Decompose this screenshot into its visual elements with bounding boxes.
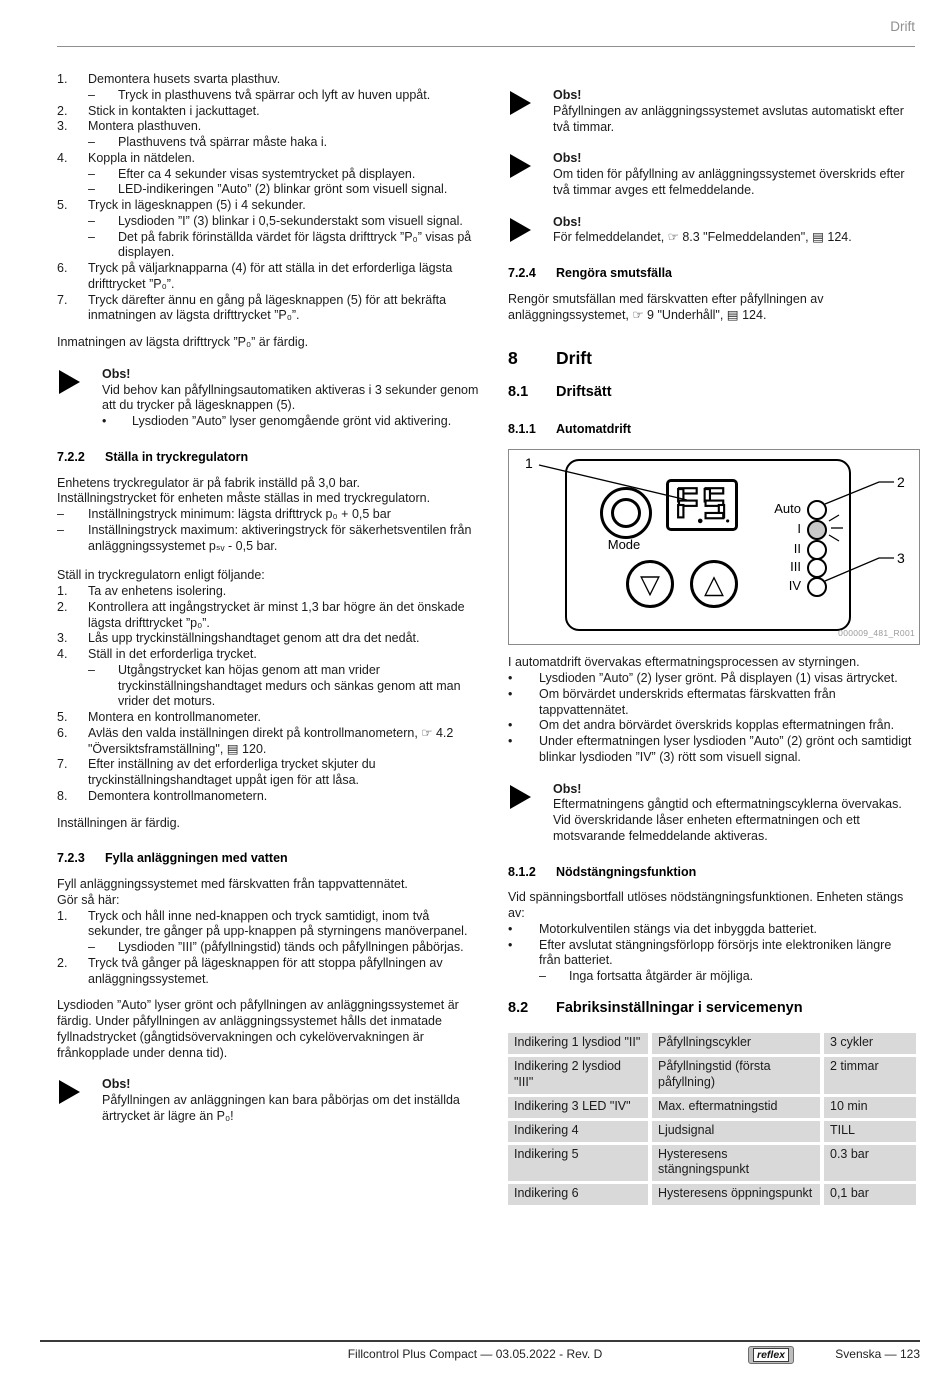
list-marker: 2. bbox=[57, 599, 68, 614]
list-marker: • bbox=[508, 671, 513, 686]
list-item bbox=[57, 726, 481, 758]
list-marker: – bbox=[57, 522, 64, 537]
ordered-list bbox=[57, 909, 481, 988]
paragraph-line: Enhetens tryckregulator är på fabrik inställd på 3,0 bar. bbox=[57, 475, 360, 490]
table-cell: Indikering 4 bbox=[508, 1121, 648, 1142]
list-item bbox=[88, 940, 481, 956]
list-item-text: Tryck två gånger på lägesknappen för att stoppa påfyllningen av anläggningssystemet. bbox=[88, 955, 443, 986]
reflex-logo-text: reflex bbox=[753, 1348, 789, 1362]
section-title: Rengöra smutsfälla bbox=[556, 266, 673, 280]
list-marker: 7. bbox=[57, 292, 68, 307]
table-cell: 0,1 bar bbox=[824, 1184, 916, 1205]
list-item-body bbox=[88, 261, 481, 293]
callout-1: 1 bbox=[525, 455, 533, 472]
paragraph-line: Fyll anläggningssystemet med färskvatten från tappvattennätet. bbox=[57, 877, 408, 891]
list-item bbox=[57, 119, 481, 151]
control-panel-figure bbox=[508, 449, 920, 645]
table-cell: 3 cykler bbox=[824, 1033, 916, 1054]
list-item-text: Avläs den valda inställningen direkt på kontrollmanometern, ☞ 4.2 "Översiktsframställning", ▤ 120. bbox=[88, 725, 454, 756]
list-item-text: Lysdioden ”Auto” lyser genomgående grönt vid aktivering. bbox=[132, 414, 452, 428]
list-item bbox=[88, 135, 481, 151]
up-button bbox=[690, 560, 738, 608]
note-text: Om tiden för påfyllning av anläggningssystemet överskrids efter två timmar avges ett felmeddelande. bbox=[553, 167, 905, 197]
table-cell: Max. eftermatningstid bbox=[652, 1097, 820, 1118]
list-item bbox=[57, 631, 481, 647]
list-marker: – bbox=[88, 213, 95, 228]
note-text: Vid behov kan påfyllningsautomatiken aktiveras i 3 sekunder genom att du trycker på lägesknappen (5). bbox=[102, 382, 479, 413]
list-item bbox=[508, 922, 916, 938]
table-cell: Påfyllningscykler bbox=[652, 1033, 820, 1054]
list-item bbox=[57, 956, 481, 988]
table-cell: Indikering 5 bbox=[508, 1145, 648, 1182]
list-item-body bbox=[88, 151, 481, 198]
paragraph-line: Vid spänningsbortfall utlöses nödstängningsfunktionen. Enheten stängs av: bbox=[508, 890, 904, 921]
figure-code: 000009_481_R001 bbox=[838, 628, 915, 639]
led-label-4: IV bbox=[788, 578, 801, 594]
bullet-list bbox=[508, 671, 916, 766]
note-triangle-icon bbox=[510, 91, 531, 115]
triangle-up-icon: △ bbox=[704, 569, 724, 600]
list-item-body bbox=[88, 726, 481, 758]
note-text: Påfyllningen av anläggningen kan bara påbörjas om det inställda ärtrycket är lägre än P₀! bbox=[102, 1093, 460, 1123]
footer-page-number: Svenska — 123 bbox=[835, 1347, 920, 1361]
list-item bbox=[57, 293, 481, 325]
section-title: Fabriksinställningar i servicemenyn bbox=[556, 999, 803, 1016]
list-item-text: Demontera kontrollmanometern. bbox=[88, 788, 268, 803]
list-item bbox=[88, 663, 481, 710]
list-marker: 1. bbox=[57, 584, 68, 598]
list-item-text: Tryck därefter ännu en gång på lägesknappen (5) för att bekräfta inmatningen av lägsta drifttrycket ”P₀”. bbox=[88, 292, 447, 323]
list-item-text: Inga fortsatta åtgärder är möjliga. bbox=[569, 969, 754, 984]
section-number: 8.1 bbox=[508, 384, 529, 401]
list-item bbox=[508, 687, 916, 719]
section-heading bbox=[508, 422, 916, 438]
note-triangle-icon bbox=[510, 154, 531, 178]
list-marker: • bbox=[508, 718, 513, 733]
paragraph-line: Ställ in tryckregulatorn enligt följande: bbox=[57, 568, 265, 583]
section-heading bbox=[508, 865, 916, 881]
decimal-point-icon bbox=[726, 520, 729, 523]
paragraph-line: Inställningen är färdig. bbox=[57, 815, 180, 830]
right-column bbox=[508, 72, 916, 1205]
list-item-text: Lysdioden ”III” (påfyllningstid) tänds och påfyllningen påbörjas. bbox=[118, 940, 464, 954]
note-body bbox=[102, 367, 481, 430]
list-item-text: Om det andra börvärdet överskrids kopplas eftermatningen från. bbox=[539, 718, 895, 733]
list-marker: 2. bbox=[57, 955, 68, 970]
list-item bbox=[57, 757, 481, 789]
list-marker: 2. bbox=[57, 103, 68, 118]
list-item-text: Inställningstryck maximum: aktiveringstryck för säkerhetsventilen från anläggningssystemet pₛᵥ - 0,5 bar. bbox=[88, 522, 472, 553]
list-item-body bbox=[118, 88, 481, 104]
list-item-body bbox=[118, 663, 481, 710]
decimal-point-icon bbox=[698, 519, 703, 524]
list-marker: – bbox=[88, 662, 95, 677]
table-cell: Indikering 6 bbox=[508, 1184, 648, 1205]
led-label-auto: Auto bbox=[774, 501, 801, 517]
right-column-bottom bbox=[508, 655, 916, 1205]
paragraph bbox=[508, 890, 916, 922]
list-marker: 4. bbox=[57, 150, 68, 165]
note bbox=[508, 151, 916, 198]
list-item-text: Ställ in det erforderliga trycket. bbox=[88, 647, 257, 661]
list-item-body bbox=[88, 631, 481, 647]
list-marker: • bbox=[508, 937, 513, 952]
list-item-body bbox=[88, 507, 481, 523]
list-item bbox=[57, 584, 481, 600]
list-item bbox=[88, 88, 481, 104]
list-item-text: Koppla in nätdelen. bbox=[88, 150, 196, 165]
note-text: Eftermatningens gångtid och eftermatningscyklerna övervakas. Vid överskridande låser enheten eftermatningen och ett motsvarande felmeddelande aktiveras. bbox=[553, 797, 902, 843]
list-item bbox=[57, 909, 481, 956]
list-item-text: Montera en kontrollmanometer. bbox=[88, 710, 262, 724]
down-button bbox=[626, 560, 674, 608]
note-icon-column bbox=[57, 1077, 102, 1124]
list-marker: 1. bbox=[57, 72, 68, 86]
led-label-3: III bbox=[790, 559, 801, 575]
paragraph bbox=[508, 655, 916, 671]
note-body bbox=[553, 151, 916, 198]
table-cell: 10 min bbox=[824, 1097, 916, 1118]
section-number: 7.2.3 bbox=[57, 851, 85, 866]
note-body bbox=[553, 782, 916, 845]
list-marker: 6. bbox=[57, 725, 68, 740]
list-item-text: Under eftermatningen lyser lysdioden ”Auto” (2) grönt och samtidigt blinkar lysdioden ”IV” (3) rött som visuell signal. bbox=[539, 734, 912, 764]
list-marker: 1. bbox=[57, 908, 68, 923]
table-cell: Indikering 2 lysdiod "III" bbox=[508, 1057, 648, 1094]
list-item-body bbox=[88, 757, 481, 789]
list-marker: • bbox=[102, 414, 107, 428]
page-content bbox=[57, 72, 916, 1205]
list-item-text: Lås upp tryckinställningshandtaget genom att dra det nedåt. bbox=[88, 631, 420, 646]
list-item-text: Utgångstrycket kan höjas genom att man vrider tryckinställningshandtaget medurs och sänkas genom att man vrider det moturs. bbox=[118, 662, 461, 709]
note bbox=[508, 88, 916, 135]
section-number: 7.2.2 bbox=[57, 449, 85, 464]
right-column-top bbox=[508, 88, 916, 437]
section-number: 8.1.2 bbox=[508, 864, 536, 879]
list-item-text: Lysdioden ”I” (3) blinkar i 0,5-sekunderstakt som visuell signal. bbox=[118, 213, 463, 228]
list-marker: 3. bbox=[57, 631, 68, 646]
list-item-body bbox=[539, 671, 916, 687]
triangle-down-icon: ▽ bbox=[640, 569, 660, 600]
section-title: Nödstängningsfunktion bbox=[556, 864, 697, 879]
section-heading bbox=[508, 347, 916, 369]
note-icon-column bbox=[508, 215, 553, 247]
list-item-body bbox=[88, 584, 481, 600]
list-item-body bbox=[88, 198, 481, 261]
list-item-body bbox=[539, 734, 916, 766]
list-item bbox=[57, 507, 481, 523]
ordered-list bbox=[57, 72, 481, 324]
note-title: Obs! bbox=[102, 1077, 131, 1092]
list-item-body bbox=[118, 182, 481, 198]
note-body bbox=[553, 88, 916, 135]
list-marker: 3. bbox=[57, 119, 68, 134]
left-column bbox=[57, 72, 481, 1205]
note-icon-column bbox=[57, 367, 102, 430]
pressure-display bbox=[666, 479, 738, 531]
ordered-list bbox=[57, 584, 481, 805]
list-item-body bbox=[539, 687, 916, 719]
list-item-text: Lysdioden ”Auto” (2) lyser grönt. På displayen (1) visas ärtrycket. bbox=[539, 671, 898, 686]
list-item-body bbox=[88, 909, 481, 956]
paragraph bbox=[57, 816, 481, 832]
paragraph-line: Inmatningen av lägsta drifttryck ”P₀” är färdig. bbox=[57, 335, 309, 349]
list-item-body bbox=[132, 414, 481, 430]
note-title: Obs! bbox=[553, 88, 582, 102]
mode-label: Mode bbox=[607, 537, 641, 553]
list-item-body bbox=[88, 119, 481, 151]
section-title: Fylla anläggningen med vatten bbox=[105, 851, 288, 866]
list-item bbox=[508, 671, 916, 687]
list-marker: – bbox=[88, 87, 95, 102]
section-heading bbox=[508, 266, 916, 282]
list-item-text: Tryck in lägesknappen (5) i 4 sekunder. bbox=[88, 198, 306, 212]
list-marker: – bbox=[88, 940, 95, 954]
header-rule bbox=[57, 46, 915, 47]
list-marker: • bbox=[508, 734, 513, 749]
list-item-body bbox=[88, 789, 481, 805]
spacer bbox=[57, 805, 481, 816]
table-cell: Ljudsignal bbox=[652, 1121, 820, 1142]
seven-segment-display-icon bbox=[669, 482, 735, 528]
note bbox=[508, 215, 916, 247]
paragraph-line: Gör så här: bbox=[57, 892, 120, 907]
list-item bbox=[57, 72, 481, 104]
paragraph bbox=[57, 998, 481, 1061]
paragraph-line: Rengör smutsfällan med färskvatten efter påfyllningen av anläggningssystemet, ☞ 9 "Underhåll", ▤ 124. bbox=[508, 291, 824, 322]
note bbox=[57, 1077, 481, 1124]
callout-3: 3 bbox=[897, 550, 905, 567]
list-item bbox=[57, 647, 481, 710]
list-marker: – bbox=[88, 182, 95, 197]
list-item bbox=[508, 718, 916, 734]
list-marker: 5. bbox=[57, 710, 68, 724]
paragraph-line: Lysdioden ”Auto” lyser grönt och påfyllningen av anläggningssystemet är färdig. Under påfyllningen av anläggningssystemet hålls det inmatade fyllnadstrycket (gångtidsövervakningen och cykelövervakningen är frånkopplade under denna tid). bbox=[57, 998, 459, 1060]
led-label-2: II bbox=[793, 541, 801, 557]
settings-table bbox=[508, 1033, 916, 1205]
note-text: Påfyllningen av anläggningssystemet avslutas automatiskt efter två timmar. bbox=[553, 103, 904, 134]
note-title: Obs! bbox=[553, 151, 582, 166]
list-item-text: Plasthuvens två spärrar måste haka i. bbox=[118, 135, 328, 149]
list-item bbox=[508, 938, 916, 985]
list-item-text: Motorkulventilen stängs via det inbyggda batteriet. bbox=[539, 921, 817, 936]
note-text: För felmeddelandet, ☞ 8.3 "Felmeddelanden", ▤ 124. bbox=[553, 230, 852, 245]
paragraph bbox=[57, 568, 481, 584]
list-item-body bbox=[88, 104, 481, 120]
list-marker: • bbox=[508, 686, 513, 701]
table-cell: 2 timmar bbox=[824, 1057, 916, 1094]
list-item bbox=[57, 104, 481, 120]
note bbox=[57, 367, 481, 430]
list-item-body bbox=[539, 922, 916, 938]
paragraph bbox=[508, 292, 916, 324]
bullet-list bbox=[57, 507, 481, 554]
list-marker: 5. bbox=[57, 198, 68, 212]
note-triangle-icon bbox=[59, 1080, 80, 1104]
section-number: 8.2 bbox=[508, 999, 529, 1016]
list-marker: – bbox=[88, 135, 95, 149]
list-item-text: Efter ca 4 sekunder visas systemtrycket på displayen. bbox=[118, 166, 416, 181]
footer-document-info: Fillcontrol Plus Compact — 03.05.2022 - Rev. D bbox=[347, 1347, 603, 1361]
spacer bbox=[57, 554, 481, 568]
note-triangle-icon bbox=[59, 370, 80, 394]
list-item-text: Stick in kontakten i jackuttaget. bbox=[88, 103, 260, 118]
list-item-text: Tryck på väljarknapparna (4) för att ställa in det erforderliga lägsta drifttrycket ”P₀”. bbox=[88, 261, 453, 291]
paragraph bbox=[57, 476, 481, 508]
list-item bbox=[57, 789, 481, 805]
table-cell: Hysteresens stängningspunkt bbox=[652, 1145, 820, 1182]
section-heading bbox=[508, 383, 916, 401]
note-triangle-icon bbox=[510, 785, 531, 809]
list-marker: – bbox=[88, 229, 95, 244]
paragraph-line: I automatdrift övervakas eftermatningsprocessen av styrningen. bbox=[508, 655, 860, 670]
note-body bbox=[102, 1077, 481, 1124]
spacer bbox=[57, 324, 481, 335]
section-number: 8.1.1 bbox=[508, 421, 536, 436]
list-item-body bbox=[118, 230, 481, 262]
list-item-body bbox=[118, 940, 481, 956]
list-item-body bbox=[539, 938, 916, 985]
reflex-logo bbox=[748, 1346, 794, 1364]
spacer bbox=[57, 987, 481, 998]
list-item-text: Inställningstryck minimum: lägsta drifttryck p₀ + 0,5 bar bbox=[88, 507, 391, 521]
list-marker: – bbox=[539, 969, 546, 984]
section-heading bbox=[57, 851, 481, 867]
list-item-text: Om börvärdet underskrids eftermatas färskvatten från tappvattennätet. bbox=[539, 686, 836, 717]
table-cell: Indikering 1 lysdiod "II" bbox=[508, 1033, 648, 1054]
paragraph bbox=[57, 877, 481, 909]
note-triangle-icon bbox=[510, 218, 531, 242]
callout-2: 2 bbox=[897, 474, 905, 491]
list-marker: – bbox=[57, 507, 64, 521]
list-item-text: Ta av enhetens isolering. bbox=[88, 584, 227, 598]
list-item-text: Kontrollera att ingångstrycket är minst 1,3 bar högre än det önskade lägsta drifttrycket ”p₀”. bbox=[88, 599, 465, 630]
list-marker: 8. bbox=[57, 788, 68, 803]
list-item bbox=[57, 198, 481, 261]
list-item-body bbox=[88, 710, 481, 726]
section-number: 8 bbox=[508, 348, 518, 369]
list-item-body bbox=[88, 523, 481, 555]
note-icon-column bbox=[508, 782, 553, 845]
list-marker: 6. bbox=[57, 261, 68, 275]
list-item bbox=[57, 523, 481, 555]
list-item bbox=[57, 151, 481, 198]
led-label-1: I bbox=[797, 521, 801, 537]
note-title: Obs! bbox=[553, 214, 582, 229]
note-title: Obs! bbox=[102, 366, 131, 381]
section-title: Driftsätt bbox=[556, 384, 612, 401]
section-number: 7.2.4 bbox=[508, 266, 536, 280]
list-item-text: Tryck och håll inne ned-knappen och tryck samtidigt, inom två sekunder, tre gånger på upp-knappen på styrningens manöverpanel. bbox=[88, 908, 468, 939]
list-item bbox=[102, 414, 481, 430]
bullet-list bbox=[508, 922, 916, 985]
section-heading bbox=[57, 450, 481, 466]
note bbox=[508, 782, 916, 845]
list-item-text: LED-indikeringen ”Auto” (2) blinkar grönt som visuell signal. bbox=[118, 182, 448, 197]
list-item-body bbox=[118, 214, 481, 230]
list-item-text: Efter inställning av det erforderliga trycket skjuter du tryckinställningshandtaget uppåt igen för att låsa. bbox=[88, 757, 376, 787]
note-icon-column bbox=[508, 88, 553, 135]
table-cell: TILL bbox=[824, 1121, 916, 1142]
section-title: Automatdrift bbox=[556, 421, 631, 436]
list-item bbox=[508, 734, 916, 766]
list-item-body bbox=[539, 718, 916, 734]
section-title: Drift bbox=[556, 348, 592, 369]
list-marker: • bbox=[508, 921, 513, 936]
list-item bbox=[57, 600, 481, 632]
list-item bbox=[88, 214, 481, 230]
list-item-text: Det på fabrik förinställda värdet för lägsta drifttryck ”P₀” visas på displayen. bbox=[118, 229, 472, 260]
list-item bbox=[88, 167, 481, 183]
list-item-body bbox=[88, 647, 481, 710]
list-item-text: Demontera husets svarta plasthuv. bbox=[88, 72, 281, 86]
list-item-text: Montera plasthuven. bbox=[88, 119, 202, 134]
list-item-body bbox=[118, 167, 481, 183]
list-item bbox=[88, 182, 481, 198]
footer-rule bbox=[40, 1340, 920, 1342]
list-item-body bbox=[88, 956, 481, 988]
list-item-body bbox=[88, 600, 481, 632]
list-item-body bbox=[569, 969, 916, 985]
page-header-title: Drift bbox=[890, 19, 915, 34]
table-cell: Hysteresens öppningspunkt bbox=[652, 1184, 820, 1205]
list-item-body bbox=[88, 72, 481, 104]
note-icon-column bbox=[508, 151, 553, 198]
list-item bbox=[88, 230, 481, 262]
table-cell: Indikering 3 LED "IV" bbox=[508, 1097, 648, 1118]
list-item bbox=[57, 710, 481, 726]
list-marker: – bbox=[88, 166, 95, 181]
table-cell: Påfyllningstid (första påfyllning) bbox=[652, 1057, 820, 1094]
list-item bbox=[539, 969, 916, 985]
list-item-text: Efter avslutat stängningsförlopp försörjs inte elektroniken längre från batteriet. bbox=[539, 937, 892, 968]
list-item-body bbox=[88, 293, 481, 325]
table-cell: 0.3 bar bbox=[824, 1145, 916, 1182]
section-title: Ställa in tryckregulatorn bbox=[105, 449, 249, 464]
list-item bbox=[57, 261, 481, 293]
paragraph bbox=[57, 335, 481, 351]
section-heading bbox=[508, 999, 916, 1017]
note-title: Obs! bbox=[553, 781, 582, 796]
note-body bbox=[553, 215, 916, 247]
list-item-body bbox=[118, 135, 481, 151]
list-marker: 7. bbox=[57, 757, 68, 772]
paragraph-line: Inställningstrycket för enheten måste ställas in med tryckregulatorn. bbox=[57, 491, 431, 506]
list-item-text: Tryck in plasthuvens två spärrar och lyft av huven uppåt. bbox=[118, 87, 431, 102]
list-marker: 4. bbox=[57, 647, 68, 661]
